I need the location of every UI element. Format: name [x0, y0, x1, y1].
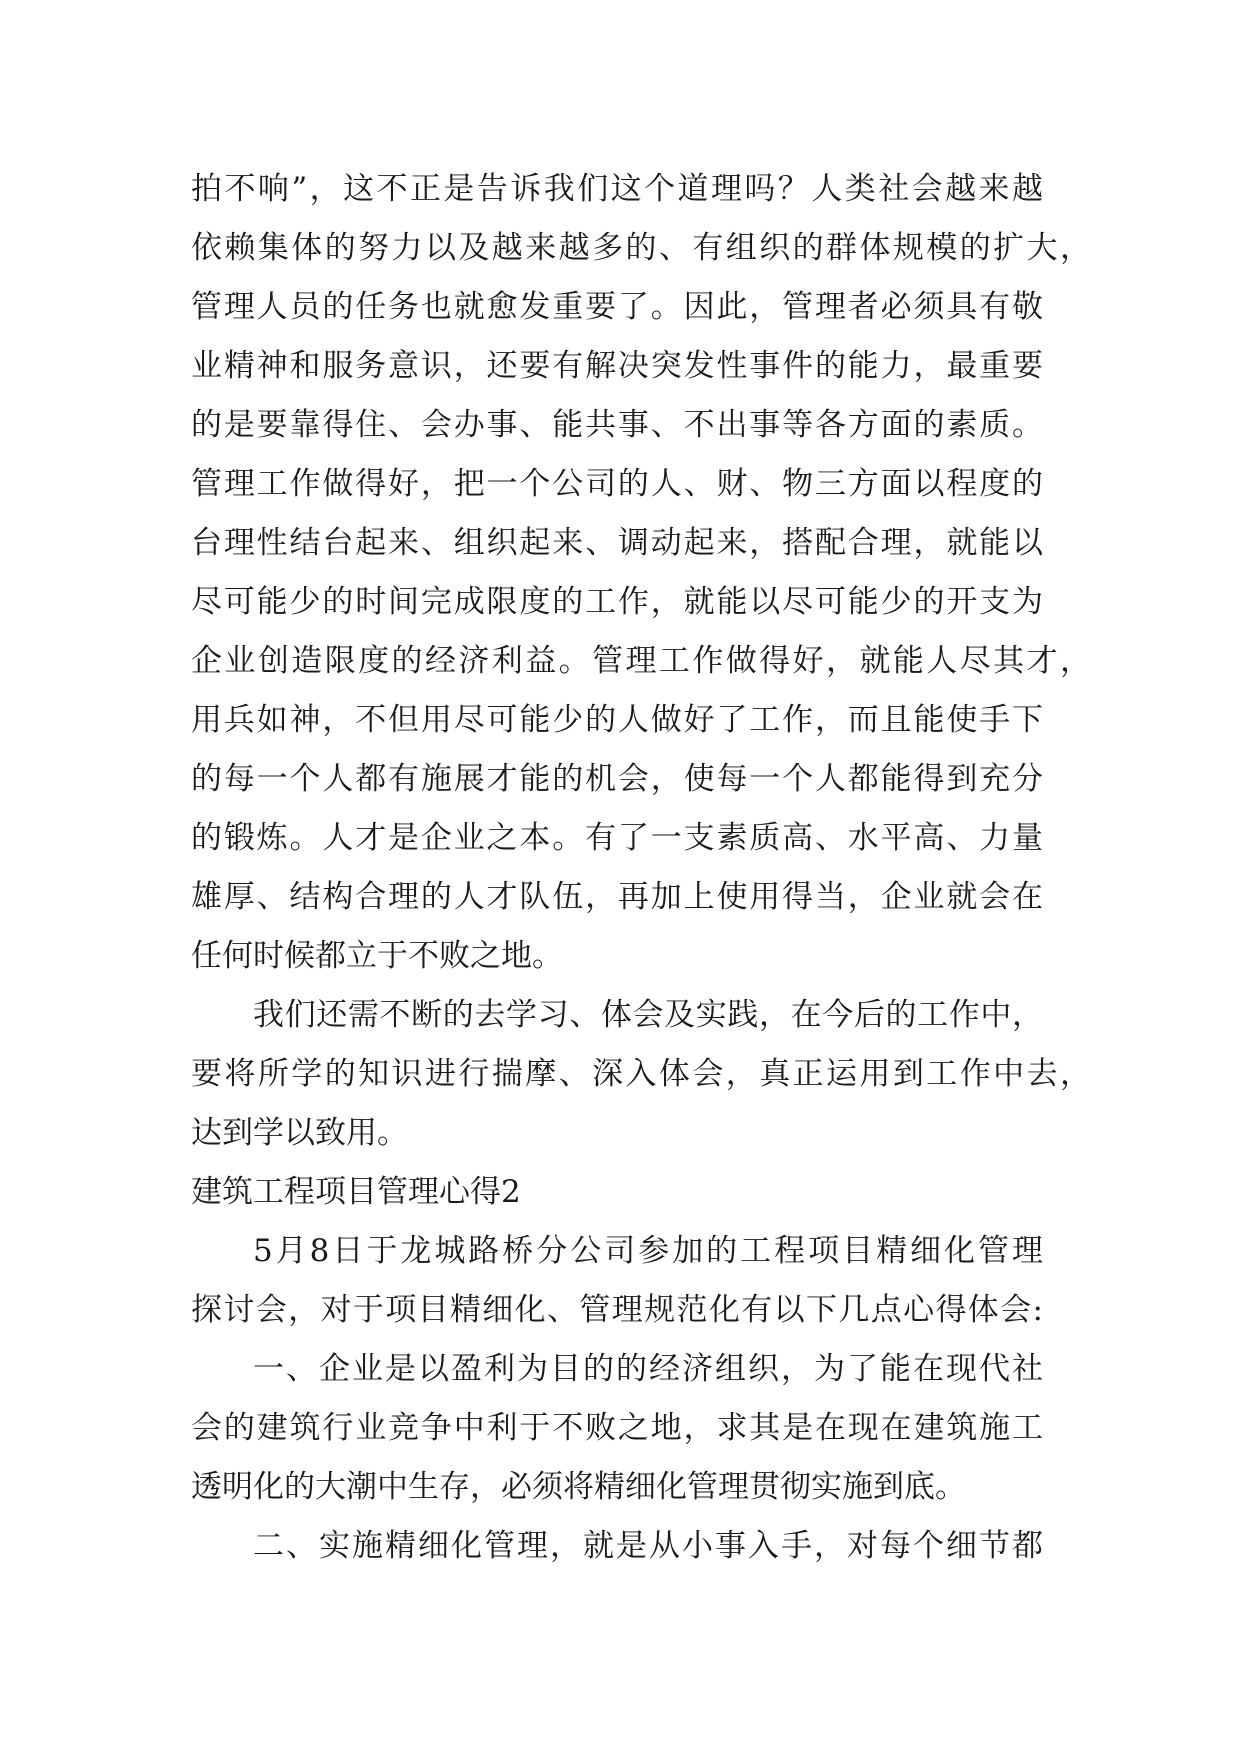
paragraph-line: 台理性结台起来、组织起来、调动起来，搭配合理，就能以	[191, 525, 1043, 561]
section-heading: 建筑工程项目管理心得2	[191, 1174, 521, 1210]
paragraph-line: 管理工作做得好，把一个公司的人、财、物三方面以程度的	[191, 466, 1043, 502]
paragraph-line: 拍不响”，这不正是告诉我们这个道理吗？人类社会越来越	[191, 171, 1043, 207]
paragraph-line: 一、企业是以盈利为目的的经济组织，为了能在现代社	[253, 1351, 1043, 1387]
paragraph-line: 的锻炼。人才是企业之本。有了一支素质高、水平高、力量	[191, 820, 1043, 856]
paragraph-line: 透明化的大潮中生存，必须将精细化管理贯彻实施到底。	[191, 1469, 966, 1505]
paragraph-line: 用兵如神，不但用尽可能少的人做好了工作，而且能使手下	[191, 702, 1043, 738]
paragraph-line: 二、实施精细化管理，就是从小事入手，对每个细节都	[253, 1528, 1043, 1564]
paragraph-line: 任何时候都立于不败之地。	[191, 938, 563, 974]
paragraph-line: 5月8日于龙城路桥分公司参加的工程项目精细化管理	[253, 1233, 1043, 1269]
paragraph-line: 的是要靠得住、会办事、能共事、不出事等各方面的素质。	[191, 407, 1043, 443]
paragraph-line: 依赖集体的努力以及越来越多的、有组织的群体规模的扩大，	[191, 230, 1091, 266]
paragraph-line: 管理人员的任务也就愈发重要了。因此，管理者必须具有敬	[191, 289, 1043, 325]
paragraph-line: 会的建筑行业竞争中利于不败之地，求其是在现在建筑施工	[191, 1410, 1043, 1446]
paragraph-line: 达到学以致用。	[191, 1115, 408, 1151]
paragraph-line: 雄厚、结构合理的人才队伍，再加上使用得当，企业就会在	[191, 879, 1043, 915]
paragraph-line: 我们还需不断的去学习、体会及实践，在今后的工作中，	[253, 997, 1043, 1033]
paragraph-line: 的每一个人都有施展才能的机会，使每一个人都能得到充分	[191, 761, 1043, 797]
paragraph-line: 企业创造限度的经济利益。管理工作做得好，就能人尽其才，	[191, 643, 1091, 679]
paragraph-line: 业精神和服务意识，还要有解决突发性事件的能力，最重要	[191, 348, 1043, 384]
document-body	[191, 160, 1091, 1576]
paragraph-line: 探讨会，对于项目精细化、管理规范化有以下几点心得体会:	[191, 1292, 1043, 1328]
paragraph-line: 尽可能少的时间完成限度的工作，就能以尽可能少的开支为	[191, 584, 1043, 620]
paragraph-line: 要将所学的知识进行揣摩、深入体会，真正运用到工作中去，	[191, 1056, 1091, 1092]
